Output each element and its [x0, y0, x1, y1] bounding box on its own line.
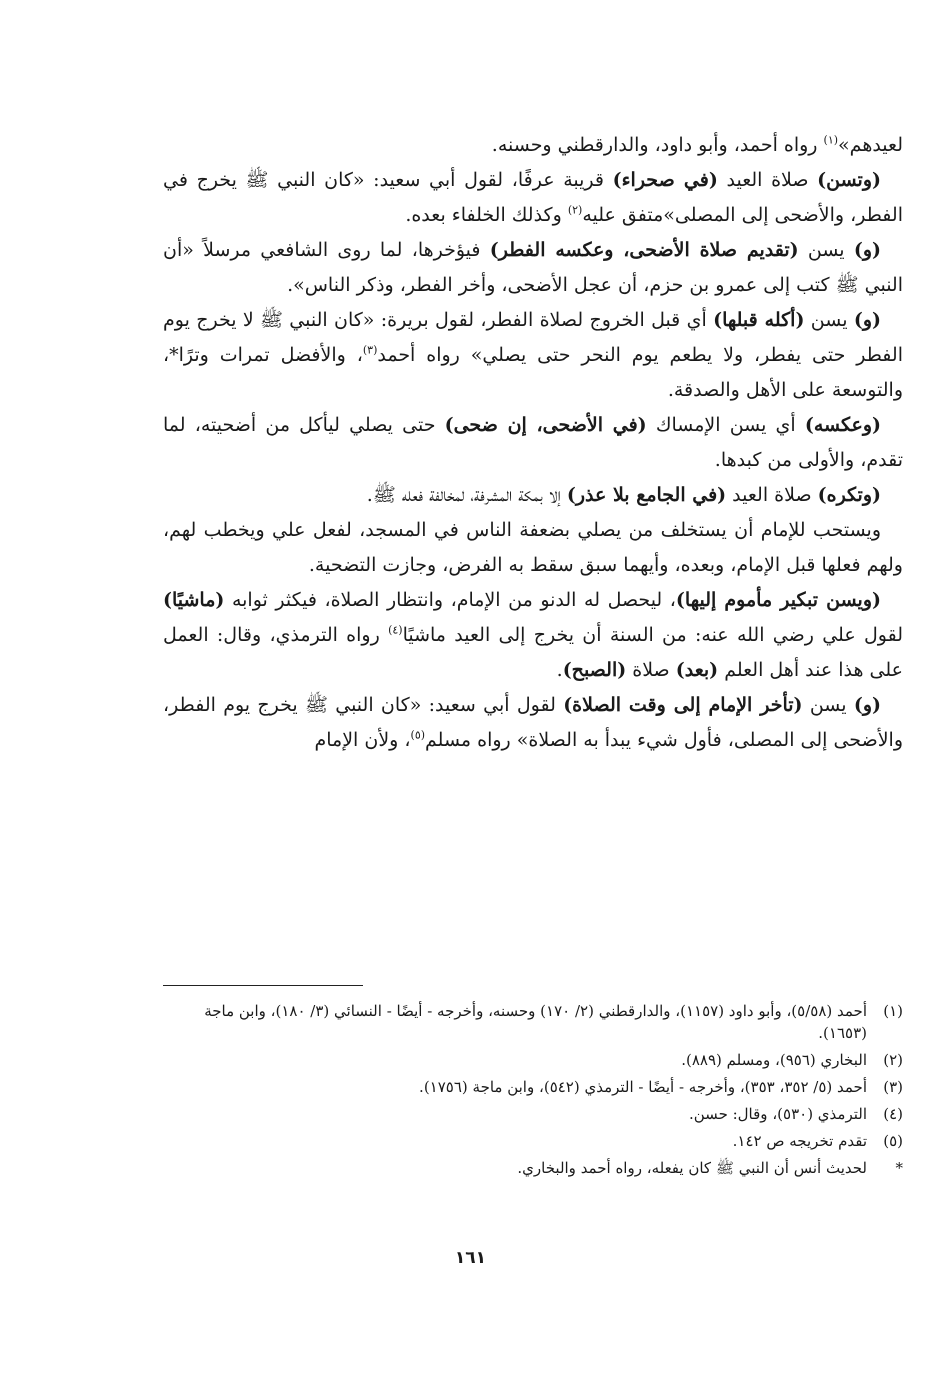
bold-term: (الصبح)	[562, 659, 627, 681]
bold-term: (ماشيًا)	[163, 589, 225, 611]
text-span: صلاة	[626, 659, 676, 681]
footnote-number: (١)	[883, 1002, 903, 1020]
footnote-separator	[163, 985, 363, 986]
bold-term: (أكله قبلها)	[713, 309, 805, 331]
bold-term: (في الجامع بلا عذر)	[566, 484, 727, 506]
bold-term: (تأخر الإمام إلى وقت الصلاة)	[563, 694, 803, 716]
footnote-number: (٥)	[883, 1132, 903, 1150]
footnote-number: (٢)	[883, 1051, 903, 1069]
text-span: صلاة العيد	[726, 484, 818, 506]
footnote-text: تقدم تخريجه ص ١٤٢.	[732, 1132, 867, 1150]
footnote-1	[163, 1000, 903, 1044]
bold-term: (بعد)	[675, 659, 719, 681]
footnote-number: (٣)	[883, 1078, 903, 1096]
paragraph-5	[163, 408, 903, 478]
footnote-number: *	[895, 1159, 903, 1177]
text-span: قريبة عرفًا، لقول أبي سعيد: «كان النبي ﷺ يخرج في الفطر، والأضحى إلى المصلى»متفق عليه	[163, 169, 903, 226]
footnote-3	[163, 1076, 903, 1098]
paragraph-2	[163, 163, 903, 233]
text-span: حتى يصلي ليأكل من أضحيته، لما تقدم، والأولى من كبدها.	[163, 414, 903, 471]
footnote-ref-5[interactable]: (٥)	[410, 728, 426, 742]
bold-term: (في الأضحى، إن ضحى)	[444, 414, 647, 436]
footnote-5	[163, 1130, 903, 1152]
footnote-star	[163, 1157, 903, 1179]
text-span: رواه أحمد، وأبو داود، والدارقطني وحسنه.	[491, 134, 824, 156]
text-span: ، ليحصل له الدنو من الإمام، وانتظار الصلاة، فيكثر ثوابه	[224, 589, 676, 611]
main-text	[163, 128, 903, 758]
paragraph-6	[163, 478, 903, 513]
text-span: ويستحب للإمام أن يستخلف من يصلي بضعفة الناس في المسجد، لفعل علي ويخطب لهم، ولهم فعلها قبل الإمام، وبعده، وأيهما سبق سقط به الفرض، وجازت التضحية.	[163, 519, 903, 576]
footnote-ref-2[interactable]: (٢)	[567, 203, 583, 217]
footnote-number: (٤)	[883, 1105, 903, 1123]
bold-term: (تقديم صلاة الأضحى، وعكسه الفطر)	[489, 239, 799, 261]
text-span: أي قبل الخروج لصلاة الفطر، لقول بريرة: «كان النبي ﷺ لا يخرج يوم الفطر حتى يفطر، ولا يطعم يوم النحر حتى يصلي» رواه أحمد	[163, 309, 903, 366]
bold-term: (وعكسه)	[804, 414, 881, 436]
text-span: ، والأفضل تمرات وترًا*، والتوسعة على الأهل والصدقة.	[163, 344, 903, 401]
bold-term: (و)	[853, 239, 881, 261]
text-span: صلاة العيد	[717, 169, 818, 191]
footnote-ref-1[interactable]: (١)	[823, 133, 839, 147]
text-span: وكذلك الخلفاء بعده.	[405, 204, 568, 226]
paragraph-9	[163, 688, 903, 758]
footnote-text: البخاري (٩٥٦)، ومسلم (٨٨٩).	[681, 1051, 867, 1069]
text-span: أي يسن الإمساك	[646, 414, 805, 436]
text-span: إلا بمكة المشرفة، لمخالفة فعله ﷺ.	[366, 484, 567, 506]
paragraph-8	[163, 583, 903, 688]
paragraph-7	[163, 513, 903, 583]
text-span: فيؤخرها، لما روى الشافعي مرسلاً «أن النبي ﷺ كتب إلى عمرو بن حزم، أن عجل الأضحى، وأخر الفطر، وذكر الناس».	[163, 239, 903, 296]
footnote-text: الترمذي (٥٣٠)، وقال: حسن.	[689, 1105, 867, 1123]
paragraph-1	[163, 128, 903, 163]
text-span: لقول أبي سعيد: «كان النبي ﷺ يخرج يوم الفطر، والأضحى إلى المصلى، فأول شيء يبدأ به الصلاة» رواه مسلم	[163, 694, 903, 751]
paragraph-3	[163, 233, 903, 303]
bold-term: (و)	[853, 694, 881, 716]
footnote-text: أحمد (٥/٥٨)، وأبو داود (١١٥٧)، والدارقطني (٢/ ١٧٠) وحسنه، وأخرجه - أيضًا - النسائي (٣/ ١٨٠)، وابن ماجة (١٦٥٣).	[204, 1002, 867, 1042]
footnote-text: أحمد (٥/ ٣٥٢، ٣٥٣)، وأخرجه - أيضًا - الترمذي (٥٤٢)، وابن ماجة (١٧٥٦).	[419, 1078, 867, 1096]
footnote-text: لحديث أنس أن النبي ﷺ كان يفعله، رواه أحمد والبخاري.	[517, 1159, 867, 1177]
text-span: رواه الترمذي، وقال: العمل على هذا عند أهل العلم	[163, 624, 903, 681]
bold-term: (في صحراء)	[612, 169, 718, 191]
footnote-2	[163, 1049, 903, 1071]
text-span: يسن	[798, 239, 854, 261]
bold-term: (ويسن تبكير مأموم إليها)	[675, 589, 881, 611]
text-span: ، ولأن الإمام	[314, 729, 411, 751]
page-number: ١٦١	[454, 1248, 487, 1268]
text-span: يسن	[802, 694, 854, 716]
text-span: يسن	[804, 309, 854, 331]
bold-term: (وتكره)	[817, 484, 881, 506]
footnotes	[163, 1000, 903, 1184]
footnote-4	[163, 1103, 903, 1125]
text-span: لقول علي رضي الله عنه: من السنة أن يخرج إلى العيد ماشيًا	[402, 624, 903, 646]
bold-term: (وتسن)	[817, 169, 882, 191]
text-span: لعيدهم»	[838, 134, 903, 156]
paragraph-4	[163, 303, 903, 408]
text-span: .	[556, 659, 563, 681]
bold-term: (و)	[853, 309, 882, 331]
footnote-ref-3[interactable]: (٣)	[362, 343, 378, 357]
footnote-ref-4[interactable]: (٤)	[388, 623, 403, 637]
